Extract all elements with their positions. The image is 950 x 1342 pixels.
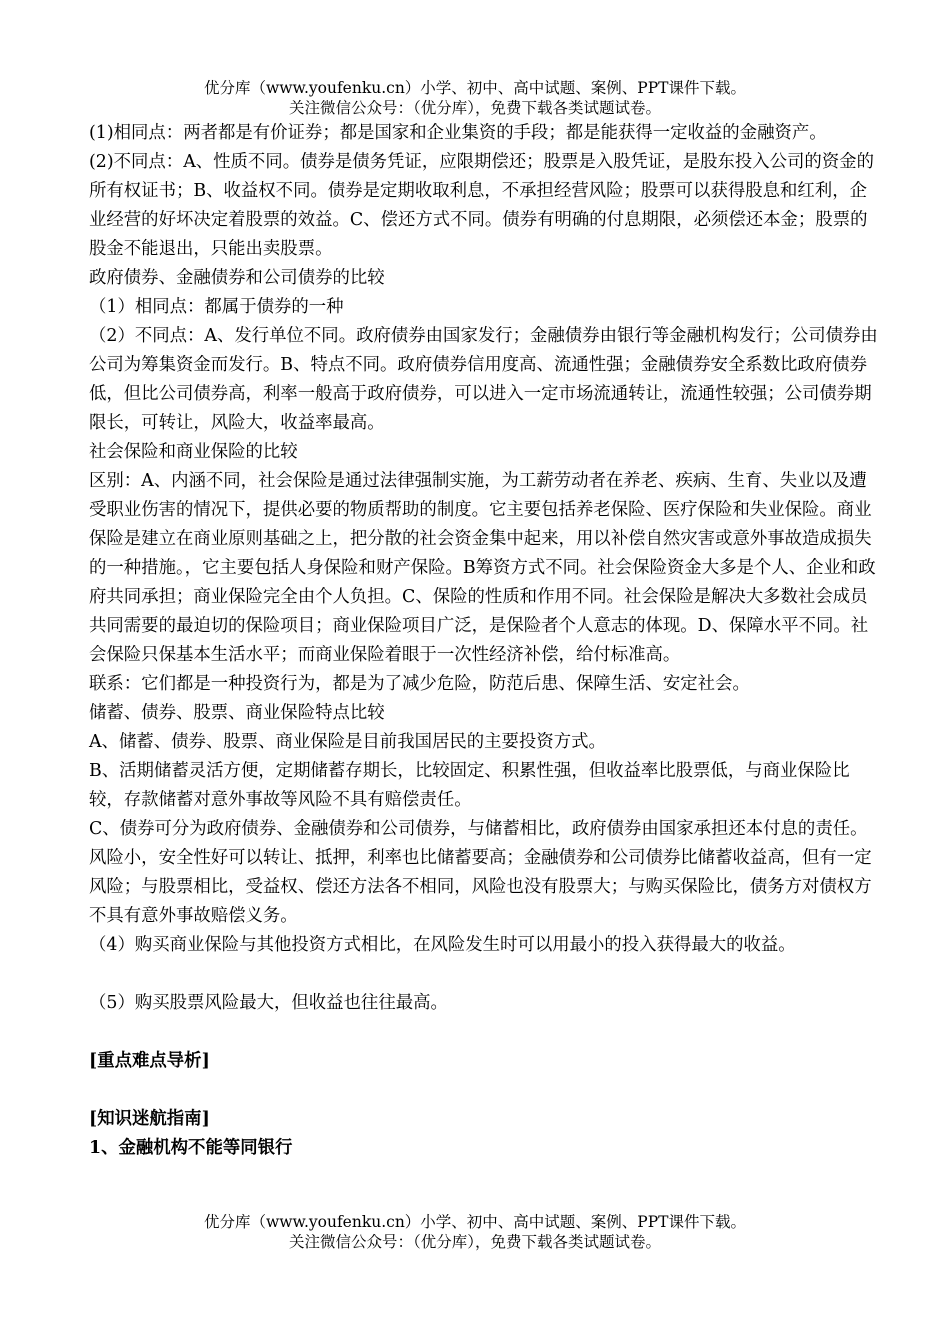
section-heading-insurance: 社会保险和商业保险的比较 xyxy=(89,442,298,462)
document-body xyxy=(89,119,879,1163)
paragraph-insurance-connection: 联系：它们都是一种投资行为，都是为了减少危险，防范后患、保障生活、安定社会。 xyxy=(89,674,750,694)
spacer xyxy=(89,960,879,989)
spacer xyxy=(89,1076,879,1105)
heading-financial-institutions xyxy=(89,1134,879,1163)
heading-key-points xyxy=(89,1047,879,1076)
header-line-1: 优分库（www.youfenku.cn）小学、初中、高中试题、案例、PPT课件下载。 xyxy=(203,79,747,97)
page-footer xyxy=(0,1212,950,1252)
heading-financial-institutions-text: 1、金融机构不能等同银行 xyxy=(89,1138,293,1158)
paragraph-investment-5: （5）购买股票风险最大，但收益也往往最高。 xyxy=(89,993,448,1013)
footer-line-2: 关注微信公众号：（优分库），免费下载各类试题试卷。 xyxy=(288,1233,661,1251)
heading-knowledge-guide xyxy=(89,1105,879,1134)
paragraph-differences: (2)不同点：A、性质不同。债券是债务凭证，应限期偿还；股票是入股凭证，是股东投入公司的资金的所有权证书；B、收益权不同。债券是定期收取利息，不承担经营风险；股票可以获得股息和红利，企业经营的好坏决定着股票的效益。C、偿还方式不同。债券有明确的付息期限，必须偿还本金；股票的股金不能退出，只能出卖股票。 xyxy=(89,152,874,259)
paragraph-similarities: (1)相同点：两者都是有价证券；都是国家和企业集资的手段；都是能获得一定收益的金融资产。 xyxy=(89,123,827,143)
paragraph-investment-c: C、债券可分为政府债券、金融债券和公司债券，与储蓄相比，政府债券由国家承担还本付息的责任。风险小，安全性好可以转让、抵押，利率也比储蓄要高；金融债券和公司债券比储蓄收益高，但有一定风险；与股票相比，受益权、偿还方法各不相同，风险也没有股票大；与购买保险比，债务方对债权方不具有意外事故赔偿义务。 xyxy=(89,819,872,926)
section-heading-bonds: 政府债券、金融债券和公司债券的比较 xyxy=(89,268,385,288)
heading-key-points-text: [重点难点导析] xyxy=(89,1051,210,1071)
paragraph-bond-differences: （2）不同点：A、发行单位不同。政府债券由国家发行；金融债券由银行等金融机构发行；公司债券由公司为筹集资金而发行。B、特点不同。政府债券信用度高、流通性强；金融债券安全系数比政府债券低，但比公司债券高，利率一般高于政府债券，可以进入一定市场流通转让，流通性较强；公司债券期限长，可转让，风险大，收益率最高。 xyxy=(89,326,878,433)
paragraph-investment-b: B、活期储蓄灵活方便，定期储蓄存期长，比较固定、积累性强，但收益率比股票低，与商业保险比较，存款储蓄对意外事故等风险不具有赔偿责任。 xyxy=(89,761,850,810)
header-line-2: 关注微信公众号：（优分库），免费下载各类试题试卷。 xyxy=(288,99,661,117)
paragraph-investment-a: A、储蓄、债券、股票、商业保险是目前我国居民的主要投资方式。 xyxy=(89,732,606,752)
section-heading-investments: 储蓄、债券、股票、商业保险特点比较 xyxy=(89,703,385,723)
heading-knowledge-guide-text: [知识迷航指南] xyxy=(89,1109,210,1129)
page-header xyxy=(0,78,950,118)
paragraph-bond-similarities: （1）相同点：都属于债券的一种 xyxy=(89,297,344,317)
footer-line-1: 优分库（www.youfenku.cn）小学、初中、高中试题、案例、PPT课件下载。 xyxy=(203,1213,747,1231)
paragraph-insurance-differences: 区别：A、内涵不同，社会保险是通过法律强制实施，为工薪劳动者在养老、疾病、生育、失业以及遭受职业伤害的情况下，提供必要的物质帮助的制度。它主要包括养老保险、医疗保险和失业保险。商业保险是建立在商业原则基础之上，把分散的社会资金集中起来，用以补偿自然灾害或意外事故造成损失的一种措施。，它主要包括人身保险和财产保险。B筹资方式不同。社会保险资金大多是个人、企业和政府共同承担；商业保险完全由个人负担。C、保险的性质和作用不同。社会保险是解决大多数社会成员共同需要的最迫切的保险项目；商业保险项目广泛，是保险者个人意志的体现。D、保障水平不同。社会保险只保基本生活水平；而商业保险着眼于一次性经济补偿，给付标准高。 xyxy=(89,471,876,665)
paragraph-investment-4: （4）购买商业保险与其他投资方式相比，在风险发生时可以用最小的投入获得最大的收益。 xyxy=(89,935,796,955)
spacer xyxy=(89,1018,879,1047)
